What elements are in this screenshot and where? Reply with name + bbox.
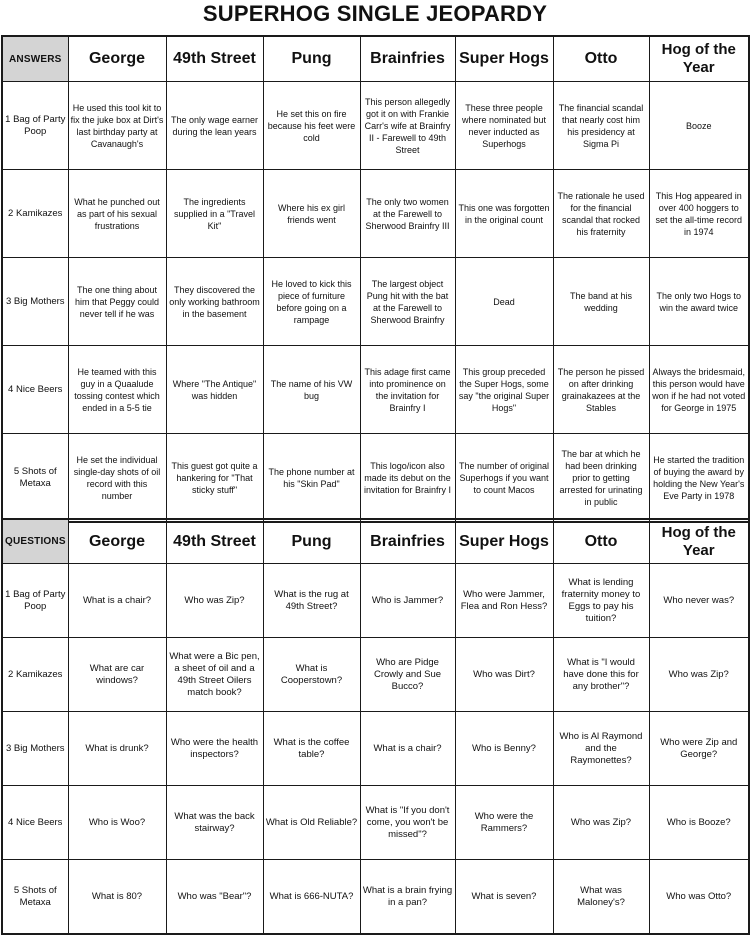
row-label: 1 Bag of Party Poop	[2, 82, 68, 170]
answer-cell: The ingredients supplied in a "Travel Kit"	[166, 170, 263, 258]
row-label: 5 Shots of Metaxa	[2, 434, 68, 523]
answer-cell: Where "The Antique" was hidden	[166, 346, 263, 434]
answer-cell: Booze	[649, 82, 749, 170]
category-header: Super Hogs	[455, 519, 553, 564]
question-cell: What is the coffee table?	[263, 712, 360, 786]
question-cell: Who was Otto?	[649, 860, 749, 935]
question-cell: Who was Zip?	[166, 564, 263, 638]
question-cell: Who were Zip and George?	[649, 712, 749, 786]
row-label: 2 Kamikazes	[2, 170, 68, 258]
category-header: 49th Street	[166, 519, 263, 564]
question-cell: Who was "Bear"?	[166, 860, 263, 935]
category-header: George	[68, 36, 166, 82]
question-cell: Who were the Rammers?	[455, 786, 553, 860]
answer-cell: The one thing about him that Peggy could never tell if he was	[68, 258, 166, 346]
answer-cell: The only two women at the Farewell to Sherwood Brainfry III	[360, 170, 455, 258]
answer-cell: These three people where nominated but never inducted as Superhogs	[455, 82, 553, 170]
question-cell: What is 666-NUTA?	[263, 860, 360, 935]
category-header: Pung	[263, 519, 360, 564]
category-header: 49th Street	[166, 36, 263, 82]
question-cell: Who was Dirt?	[455, 638, 553, 712]
question-cell: Who was Zip?	[649, 638, 749, 712]
answer-cell: The only two Hogs to win the award twice	[649, 258, 749, 346]
question-cell: What is lending fraternity money to Eggs to pay his tuition?	[553, 564, 649, 638]
category-header: Super Hogs	[455, 36, 553, 82]
category-header: Hog of the Year	[649, 36, 749, 82]
answer-cell: Always the bridesmaid, this person would have won if he had not voted for George in 1975	[649, 346, 749, 434]
category-header: Brainfries	[360, 36, 455, 82]
answer-cell: Dead	[455, 258, 553, 346]
row-label: 4 Nice Beers	[2, 346, 68, 434]
answers-header-row	[2, 36, 749, 82]
question-cell: Who are Pidge Crowly and Sue Bucco?	[360, 638, 455, 712]
answer-cell: They discovered the only working bathroom in the basement	[166, 258, 263, 346]
question-row	[2, 860, 749, 935]
question-row	[2, 564, 749, 638]
answers-table	[1, 35, 750, 523]
answer-cell: He set this on fire because his feet were cold	[263, 82, 360, 170]
question-cell: Who were the health inspectors?	[166, 712, 263, 786]
row-label: 1 Bag of Party Poop	[2, 564, 68, 638]
questions-header-row	[2, 519, 749, 564]
question-cell: Who is Jammer?	[360, 564, 455, 638]
question-cell: Who is Benny?	[455, 712, 553, 786]
category-header: Pung	[263, 36, 360, 82]
question-row	[2, 638, 749, 712]
questions-label: QUESTIONS	[2, 519, 68, 564]
answer-cell: The only wage earner during the lean years	[166, 82, 263, 170]
answer-cell: This one was forgotten in the original count	[455, 170, 553, 258]
question-cell: What is Old Reliable?	[263, 786, 360, 860]
answer-cell: He started the tradition of buying the award by holding the New Year's Eve Party in 1978	[649, 434, 749, 523]
answer-cell: This group preceded the Super Hogs, some say "the original Super Hogs"	[455, 346, 553, 434]
answer-cell: This Hog appeared in over 400 hoggers to set the all-time record in 1974	[649, 170, 749, 258]
answer-cell: Where his ex girl friends went	[263, 170, 360, 258]
answer-row	[2, 258, 749, 346]
question-cell: What is the rug at 49th Street?	[263, 564, 360, 638]
answer-cell: The number of original Superhogs if you want to count Macos	[455, 434, 553, 523]
category-header: George	[68, 519, 166, 564]
question-cell: Who is Woo?	[68, 786, 166, 860]
row-label: 3 Big Mothers	[2, 258, 68, 346]
question-row	[2, 786, 749, 860]
category-header: Hog of the Year	[649, 519, 749, 564]
answer-cell: He used this tool kit to fix the juke box at Dirt's last birthday party at Cavanaugh's	[68, 82, 166, 170]
question-cell: What are car windows?	[68, 638, 166, 712]
answer-cell: The name of his VW bug	[263, 346, 360, 434]
answer-cell: The bar at which he had been drinking prior to getting arrested for urinating in public	[553, 434, 649, 523]
page-title: SUPERHOG SINGLE JEOPARDY	[202, 1, 548, 26]
row-label: 3 Big Mothers	[2, 712, 68, 786]
row-label: 2 Kamikazes	[2, 638, 68, 712]
answer-cell: He teamed with this guy in a Quaalude tossing contest which ended in a 5-5 tie	[68, 346, 166, 434]
question-cell: What is Cooperstown?	[263, 638, 360, 712]
question-cell: Who is Al Raymond and the Raymonettes?	[553, 712, 649, 786]
answer-cell: The band at his wedding	[553, 258, 649, 346]
answer-cell: This person allegedly got it on with Frankie Carr's wife at Brainfry II - Farewell to 49th Street	[360, 82, 455, 170]
answer-cell: This guest got quite a hankering for "That sticky stuff"	[166, 434, 263, 523]
question-cell: What is "If you don't come, you won't be missed"?	[360, 786, 455, 860]
question-cell: What was Maloney's?	[553, 860, 649, 935]
answer-cell: He set the individual single-day shots of oil record with this number	[68, 434, 166, 523]
question-cell: What is a chair?	[68, 564, 166, 638]
answer-cell: What he punched out as part of his sexual frustrations	[68, 170, 166, 258]
answers-label: ANSWERS	[2, 36, 68, 82]
question-cell: Who never was?	[649, 564, 749, 638]
question-cell: What is seven?	[455, 860, 553, 935]
answer-cell: The rationale he used for the financial scandal that rocked his fraternity	[553, 170, 649, 258]
answer-row	[2, 82, 749, 170]
question-cell: Who were Jammer, Flea and Ron Hess?	[455, 564, 553, 638]
answer-cell: The largest object Pung hit with the bat at the Farewell to Sherwood Brainfry	[360, 258, 455, 346]
question-cell: What is drunk?	[68, 712, 166, 786]
question-cell: What were a Bic pen, a sheet of oil and a 49th Street Oilers match book?	[166, 638, 263, 712]
question-cell: What is "I would have done this for any brother"?	[553, 638, 649, 712]
answer-row	[2, 170, 749, 258]
answer-row	[2, 346, 749, 434]
question-row	[2, 712, 749, 786]
answer-cell: This logo/icon also made its debut on the invitation for Brainfry I	[360, 434, 455, 523]
row-label: 4 Nice Beers	[2, 786, 68, 860]
question-cell: What is a brain frying in a pan?	[360, 860, 455, 935]
answer-cell: The person he pissed on after drinking grainakazees at the Stables	[553, 346, 649, 434]
answer-cell: The financial scandal that nearly cost him his presidency at Sigma Pi	[553, 82, 649, 170]
question-cell: What is a chair?	[360, 712, 455, 786]
question-cell: Who is Booze?	[649, 786, 749, 860]
category-header: Otto	[553, 36, 649, 82]
category-header: Otto	[553, 519, 649, 564]
category-header: Brainfries	[360, 519, 455, 564]
question-cell: What was the back stairway?	[166, 786, 263, 860]
row-label: 5 Shots of Metaxa	[2, 860, 68, 935]
answer-cell: He loved to kick this piece of furniture before going on a rampage	[263, 258, 360, 346]
answer-row	[2, 434, 749, 523]
question-cell: Who was Zip?	[553, 786, 649, 860]
question-cell: What is 80?	[68, 860, 166, 935]
answer-cell: This adage first came into prominence on the invitation for Brainfry I	[360, 346, 455, 434]
questions-table	[1, 518, 750, 935]
answer-cell: The phone number at his "Skin Pad"	[263, 434, 360, 523]
